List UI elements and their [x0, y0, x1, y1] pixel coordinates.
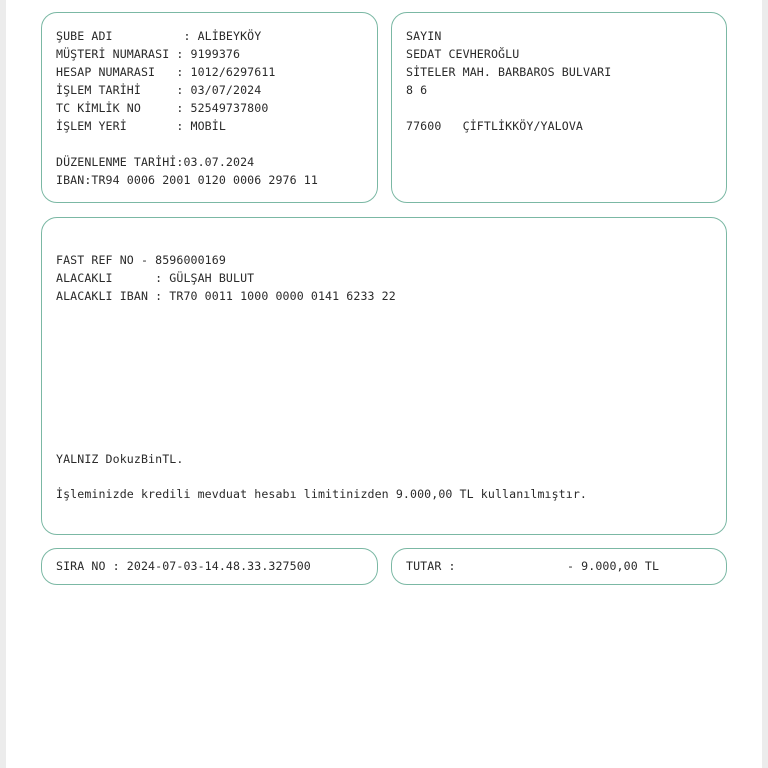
salutation: SAYIN: [406, 29, 442, 43]
overdraft-notice: İşleminizde kredili mevduat hesabı limitinizden 9.000,00 TL kullanılmıştır.: [56, 487, 588, 501]
fast-ref-line: FAST REF NO - 8596000169: [56, 253, 226, 267]
national-id-line: TC KİMLİK NO : 52549737800: [56, 101, 269, 115]
customer-number-line: MÜŞTERİ NUMARASI : 9199376: [56, 47, 241, 61]
amount-label: TUTAR :: [406, 559, 456, 573]
address-city: 77600 ÇİFTLİKKÖY/YALOVA: [406, 119, 584, 133]
account-number-line: HESAP NUMARASI : 1012/6297611: [56, 65, 276, 79]
branch-name-line: ŞUBE ADI : ALİBEYKÖY: [56, 29, 262, 43]
payee-name-line: ALACAKLI : GÜLŞAH BULUT: [56, 271, 255, 285]
amount-in-words: YALNIZ DokuzBinTL.: [56, 452, 184, 466]
transaction-channel-line: İŞLEM YERİ : MOBİL: [56, 119, 226, 133]
transaction-details-box: [41, 217, 727, 535]
customer-name: SEDAT CEVHEROĞLU: [406, 47, 520, 61]
address-number: 8 6: [406, 83, 428, 97]
issue-date-line: DÜZENLENME TARİHİ:03.07.2024: [56, 155, 255, 169]
amount-box: [391, 548, 727, 585]
sequence-number: SIRA NO : 2024-07-03-14.48.33.327500: [56, 559, 311, 573]
sender-iban-line: IBAN:TR94 0006 2001 0120 0006 2976 11: [56, 173, 318, 187]
amount-value: - 9.000,00 TL: [567, 559, 660, 573]
account-info-box: [41, 12, 378, 203]
transaction-date-line: İŞLEM TARİHİ : 03/07/2024: [56, 83, 262, 97]
address-street: SİTELER MAH. BARBAROS BULVARI: [406, 65, 612, 79]
recipient-address-box: [391, 12, 727, 203]
payee-iban-line: ALACAKLI IBAN : TR70 0011 1000 0000 0141 6233 22: [56, 289, 396, 303]
receipt-page: [6, 0, 762, 768]
sequence-number-box: [41, 548, 378, 585]
